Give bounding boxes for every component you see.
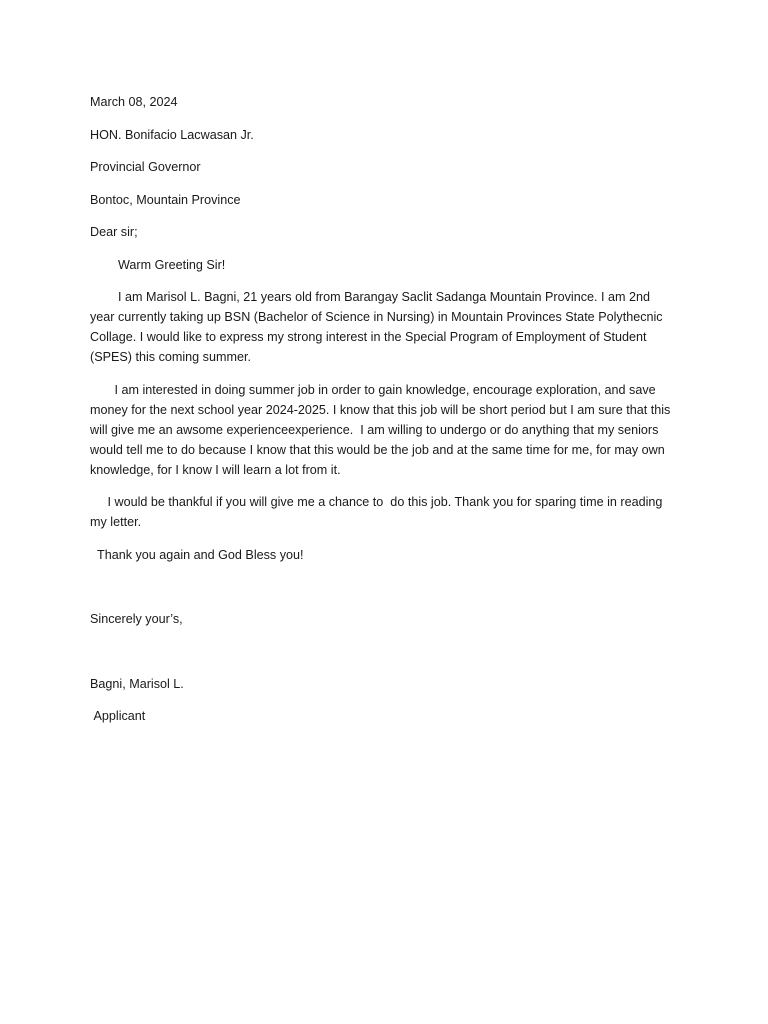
- thanks-line: Thank you again and God Bless you!: [90, 547, 304, 562]
- signer-name: Bagni, Marisol L.: [90, 676, 184, 691]
- paragraph-introduction: I am Marisol L. Bagni, 21 years old from Barangay Saclit Sadanga Mountain Province. I am 2nd year currently taking up BSN (Bachelor of Science in Nursing) in Mountain Provinces State Polythecnic Collage. I would like to express my strong interest in the Special Program of Employment of Student (SPES) this coming summer.: [90, 290, 667, 364]
- recipient-title: Provincial Governor: [90, 160, 201, 174]
- letter-date: March 08, 2024: [90, 95, 178, 109]
- salutation: Dear sir;: [90, 225, 138, 239]
- signature-space: [90, 642, 673, 674]
- signer-role: Applicant: [90, 709, 146, 723]
- closing: Sincerely your’s,: [90, 612, 183, 626]
- paragraph-request: I would be thankful if you will give me a chance to do this job. Thank you for sparing time in reading my letter.: [90, 495, 666, 529]
- paragraph-motivation: I am interested in doing summer job in order to gain knowledge, encourage exploration, and save money for the next school year 2024-2025. I know that this job will be short period but I am sure that this will give me an awsome experienceexperience. I am willing to undergo or do anything that my seniors would tell me to do because I know that this would be the job and at the same time for me, for may own knowledge, for I know I will learn a lot from it.: [90, 382, 674, 477]
- greeting: Warm Greeting Sir!: [90, 257, 226, 272]
- recipient-address: Bontoc, Mountain Province: [90, 192, 241, 207]
- letter-body: [90, 92, 673, 739]
- spacer: [90, 577, 673, 609]
- recipient-name: HON. Bonifacio Lacwasan Jr.: [90, 127, 254, 142]
